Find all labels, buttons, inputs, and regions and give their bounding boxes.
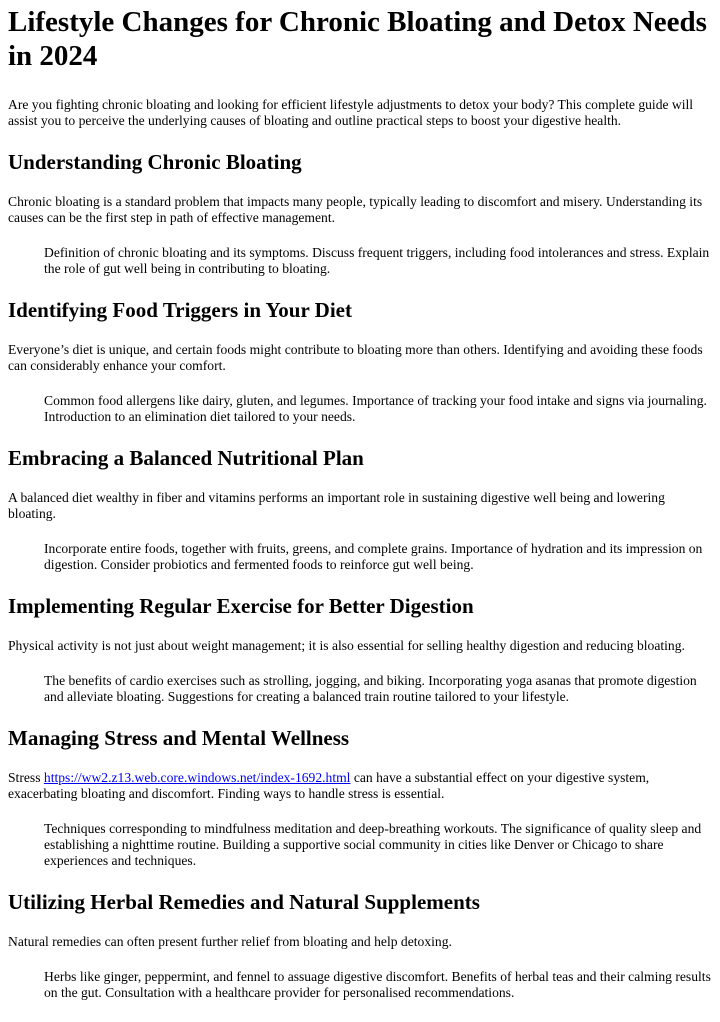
section-detail: Common food allergens like dairy, gluten, and legumes. Importance of tracking your food intake and signs via journaling. Introduction to an elimination diet tailored to your needs. (44, 393, 707, 424)
section-food-triggers (8, 298, 712, 425)
section-text: Physical activity is not just about weight management; it is also essential for selling healthy digestion and reducing bloating. (8, 638, 685, 653)
section-heading: Embracing a Balanced Nutritional Plan (8, 446, 364, 470)
intro-paragraph: Are you fighting chronic bloating and looking for efficient lifestyle adjustments to detox your body? This complete guide will assist you to perceive the underlying causes of bloating and outline practical steps to boost your digestive health. (8, 97, 694, 128)
section-heading: Managing Stress and Mental Wellness (8, 726, 350, 750)
section-heading: Understanding Chronic Bloating (8, 150, 302, 174)
section-text: Natural remedies can often present further relief from bloating and help detoxing. (8, 934, 452, 949)
section-nutritional-plan (8, 446, 712, 573)
section-detail: Herbs like ginger, peppermint, and fennel to assuage digestive discomfort. Benefits of herbal teas and their calming results on the gut. Consultation with a healthcare provider for personalised recommendations. (44, 969, 711, 1000)
section-understanding-bloating (8, 150, 712, 277)
section-text (8, 770, 712, 802)
section-text-after-link: can have a substantial effect on your digestive system, exacerbating bloating and discomfort. Finding ways to handle stress is essential. (8, 770, 650, 801)
section-detail: Incorporate entire foods, together with fruits, greens, and complete grains. Importance of hydration and its impression on digestion. Consider probiotics and fermented foods to reinforce gut well being. (44, 541, 703, 572)
section-text: A balanced diet wealthy in fiber and vitamins performs an important role in sustaining digestive well being and lowering bloating. (8, 490, 665, 521)
page-title: Lifestyle Changes for Chronic Bloating and Detox Needs in 2024 (8, 6, 707, 72)
section-heading: Utilizing Herbal Remedies and Natural Supplements (8, 890, 480, 914)
section-text: Everyone’s diet is unique, and certain foods might contribute to bloating more than others. Identifying and avoiding these foods can considerably enhance your comfort. (8, 342, 703, 373)
section-heading: Identifying Food Triggers in Your Diet (8, 298, 352, 322)
stress-link[interactable]: https://ww2.z13.web.core.windows.net/index-1692.html (43, 770, 351, 785)
section-text: Chronic bloating is a standard problem that impacts many people, typically leading to discomfort and misery. Understanding its causes can be the first step in path of effective management. (8, 194, 703, 225)
section-regular-exercise (8, 594, 712, 705)
section-detail: The benefits of cardio exercises such as strolling, jogging, and biking. Incorporating yoga asanas that promote digestion and alleviate bloating. Suggestions for creating a balanced train routine tailored to your lifestyle. (44, 673, 697, 704)
section-detail: Techniques corresponding to mindfulness meditation and deep-breathing workouts. The significance of quality sleep and establishing a nighttime routine. Building a supportive social community in cities like Denver or Chicago to share experiences and techniques. (44, 821, 702, 868)
section-managing-stress (8, 726, 712, 869)
article (0, 5, 712, 1001)
section-heading: Implementing Regular Exercise for Better Digestion (8, 594, 474, 618)
section-herbal-remedies (8, 890, 712, 1001)
section-detail: Definition of chronic bloating and its symptoms. Discuss frequent triggers, including food intolerances and stress. Explain the role of gut well being in contributing to bloating. (44, 245, 710, 276)
section-text-before-link: Stress (8, 770, 44, 785)
